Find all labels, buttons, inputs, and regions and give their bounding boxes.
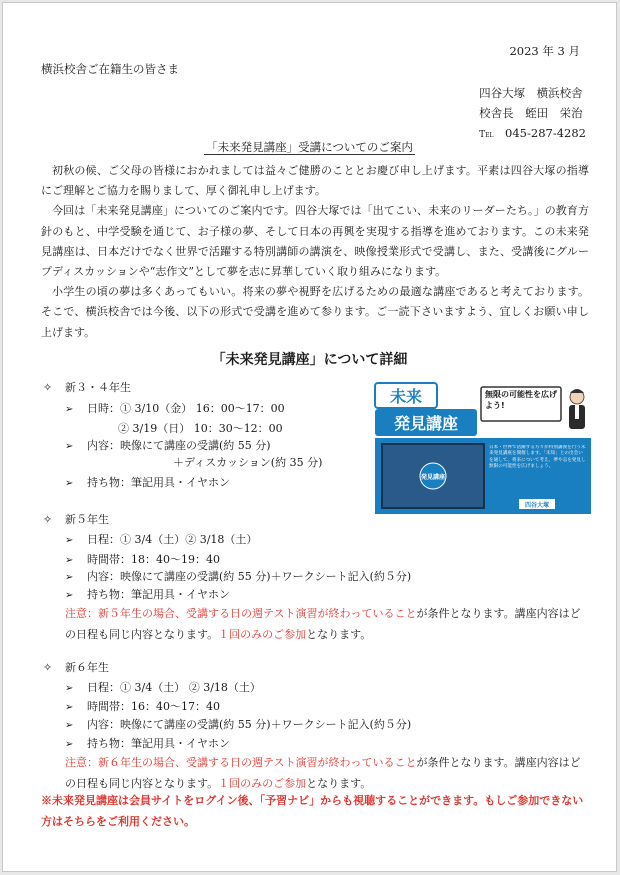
arrow-icon: ➢ (65, 441, 74, 452)
g5-note: 注意：新５年生の場合、受講する日の週テスト演習が終わっていることが条件となります。講座内容はどの日程も同じ内容となります。１回のみのご参加となります。 (65, 607, 581, 641)
g34-items: ➢ 持ち物：筆記用具・イヤホン (65, 473, 230, 495)
arrow-icon: ➢ (65, 702, 74, 713)
paragraph-1: 初秋の候、ご父母の皆様におかれましては益々ご健勝のこととお慶び申し上げます。平素は四谷大塚の指導にご理解とご協力を賜りまして、厚く御礼申し上げます。 (41, 164, 589, 198)
g6-note-highlight: 週テスト演習が終わっていること (252, 756, 417, 769)
g6-items: ➢ 持ち物：筆記用具・イヤホン (65, 734, 230, 756)
mirai-hakken-banner (373, 381, 593, 516)
document-title: 「未来発見講座」受講についてのご案内 (206, 140, 413, 154)
g5-note-highlight: 週テスト演習が終わっていること (252, 607, 417, 620)
arrow-icon: ➢ (65, 590, 74, 601)
g5-items: ➢ 持ち物：筆記用具・イヤホン (65, 585, 230, 607)
g5-date: ➢ 日程：① 3/4（土）② 3/18（土） (65, 530, 257, 552)
g34-date-1: ➢ 日時：① 3/10（金） 16：00～17：00 (65, 399, 285, 421)
g34-date-2: ② 3/19（日） 10：30～12：00 (118, 422, 283, 435)
arrow-icon: ➢ (65, 478, 74, 489)
arrow-icon: ➢ (65, 572, 74, 583)
grade-34-heading: ✧ 新３・４年生 (43, 378, 131, 399)
document-date: 2023 年 3 月 (509, 44, 580, 58)
arrow-icon: ➢ (65, 739, 74, 750)
footer-note: ※未来発見講座は会員サイトをログイン後、「予習ナビ」からも視聴することができます。もしご参加できない方はそちらをご利用ください。 (41, 794, 584, 828)
org-name: 四谷大塚 横浜校舎 (479, 86, 583, 100)
banner-logo-bottom: 発見講座 (393, 414, 459, 433)
letter-body (41, 161, 589, 343)
document-page (2, 2, 617, 872)
g6-time: ➢ 時間帯：16：40～17：40 (65, 697, 220, 719)
arrow-icon: ➢ (65, 404, 74, 415)
paragraph-3: 小学生の頃の夢は多くあってもいい。将来の夢や視野を広げるための最適な講座であると考えております。そこで、横浜校舎では今後、以下の形式で受講を進めて参ります。ご一読下さいますよう、宜しくお願い申し上げます。 (41, 285, 589, 339)
banner-logo-top: 未来 (389, 387, 423, 406)
tel-label: Tel (479, 130, 494, 140)
presenter-figure-icon (569, 389, 585, 429)
banner-description: 日本・世界で活躍する方々が特別講義を行う未来発見講座を開催します。「未知」との出会いを通して、将来について考え、夢や志を発見し無限の可能性を広げましょう。 (489, 445, 586, 470)
principal-name: 校舎長 蛭田 栄治 (479, 106, 583, 120)
banner-bubble-text: 無限の可能性を広げよう! (485, 390, 557, 410)
g5-time: ➢ 時間帯：18：40～19：40 (65, 550, 220, 572)
arrow-icon: ➢ (65, 555, 74, 566)
sender-block (479, 83, 586, 145)
g6-date: ➢ 日程：① 3/4（土） ② 3/18（土） (65, 678, 261, 700)
greeting: 横浜校舎ご在籍生の皆さま (41, 62, 179, 76)
g5-content: ➢ 内容：映像にて講座の受講(約 55 分)＋ワークシート記入(約５分) (65, 567, 411, 589)
section-title: 「未来発見講座」について詳細 (211, 352, 408, 368)
arrow-icon: ➢ (65, 720, 74, 731)
diamond-icon: ✧ (43, 661, 53, 674)
g6-note: 注意：新６年生の場合、受講する日の週テスト演習が終わっていることが条件となります。講座内容はどの日程も同じ内容となります。１回のみのご参加となります。 (65, 756, 581, 790)
g34-content-1: ➢ 内容：映像にて講座の受講(約 55 分) (65, 436, 271, 458)
paragraph-2: 今回は「未来発見講座」についてのご案内です。四谷大塚では「出てこい、未来のリーダーたち。」の教育方針のもと、中学受験を通じて、お子様の夢、そして日本の再興を実現する指導を進めております。この未来発見講座は、日本だけでなく世界で活躍する特別講師の講演を、映像授業形式で受講し、また、受講後にグループディスカッションや“志作文”として夢を志に昇華していく取り組みになります。 (41, 204, 589, 279)
grade-6-heading: ✧ 新６年生 (43, 658, 109, 679)
g34-content-2: ＋ディスカッション(約 35 分) (173, 456, 323, 469)
arrow-icon: ➢ (65, 535, 74, 546)
g6-content: ➢ 内容：映像にて講座の受講(約 55 分)＋ワークシート記入(約５分) (65, 715, 411, 737)
tel-number: 045-287-4282 (505, 126, 586, 140)
banner-brand: 四谷大塚 (524, 502, 550, 509)
diamond-icon: ✧ (43, 513, 53, 526)
arrow-icon: ➢ (65, 683, 74, 694)
grade-5-heading: ✧ 新５年生 (43, 510, 109, 531)
diamond-icon: ✧ (43, 381, 53, 394)
banner-screen-text: 発見講座 (420, 474, 446, 481)
